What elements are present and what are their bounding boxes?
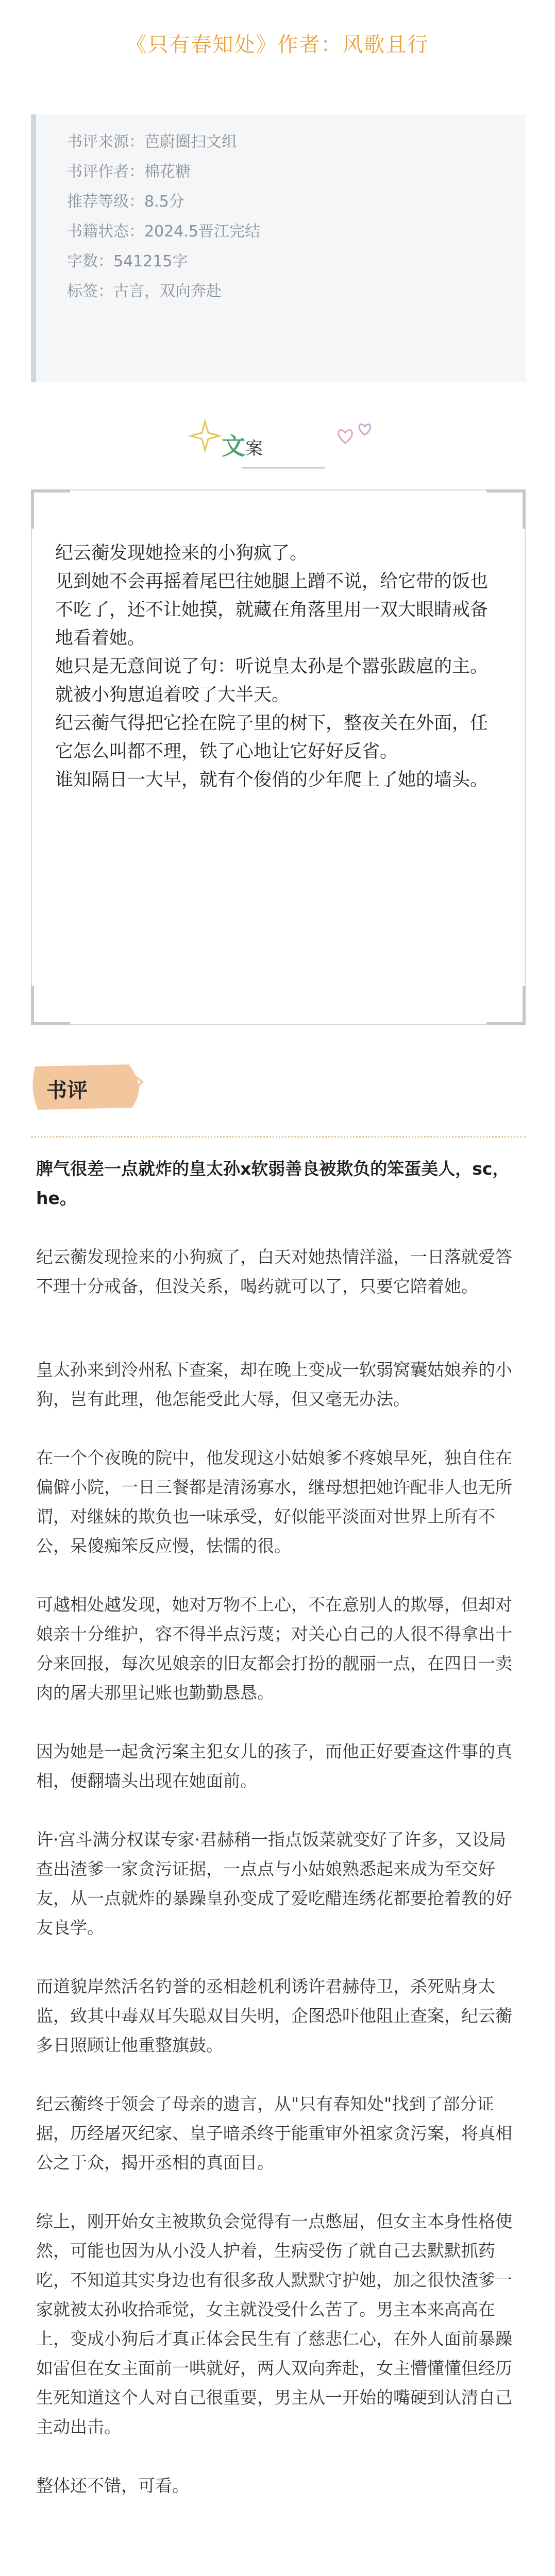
review-paragraph: 纪云蘅终于领会了母亲的遗言，从"只有春知处"找到了部分证据，历经屠灭纪家、皇子暗杀终于能重审外祖家贪污案，将真相公之于众，揭开丞相的真面目。 — [36, 2094, 512, 2173]
review-summary: 脾气很差一点就炸的皇太孙x软弱善良被欺负的笨蛋美人，sc，he。 — [36, 1159, 510, 1208]
review-divider — [31, 1136, 526, 1138]
review-paragraph: 整体还不错，可看。 — [36, 2476, 189, 2496]
corner-bottom-left — [31, 986, 70, 1025]
info-rating: 推荐等级：8.5分 — [67, 193, 184, 211]
synopsis-heading — [222, 428, 263, 462]
review-paragraph: 综上，刚开始女主被欺负会觉得有一点憋屈，但女主本身性格使然，可能也因为从小没人护着，生病受伤了就自己去默默抓药吃，不知道其实身边也有很多敌人默默守护她，加之很快渣爹一家就被太孙收拾乖觉，女主就没受什么苦了。男主本来高高在上，变成小狗后才真正体会民生有了慈悲仁心，在外人面前暴躁如雷但在女主面前一哄就好，两人双向奔赴，女主懵懂懂但经历生死知道这个人对自己很重要，男主从一开始的嘴硬到认清自己主动出击。 — [36, 2211, 512, 2437]
synopsis-text — [55, 539, 503, 794]
review-paragraph: 可越相处越发现，她对万物不上心，不在意别人的欺辱，但却对娘亲十分维护，容不得半点污蔑；对关心自己的人很不得拿出十分来回报，每次见娘亲的旧友都会打扮的靓丽一点，在四日一卖肉的屠夫那里记账也勤勤恳恳。 — [36, 1595, 512, 1703]
review-paragraph: 纪云蘅发现捡来的小狗疯了，白天对她热情洋溢，一日落就爱答不理十分戒备，但没关系，喝药就可以了，只要它陪着她。 — [36, 1247, 512, 1296]
review-paragraph: 皇太孙来到泠州私下查案，却在晚上变成一软弱窝囊姑娘养的小狗，岂有此理，他怎能受此大辱，但又毫无办法。 — [36, 1360, 512, 1409]
review-paragraph: 许·宫斗满分权谋专家·君赫稍一指点饭菜就变好了许多，又设局查出渣爹一家贪污证据，一点点与小姑娘熟悉起来成为至交好友，从一点就炸的暴躁皇孙变成了爱吃醋连绣花都要抢着教的好友良学。 — [36, 1829, 512, 1938]
synopsis-heading-small: 案 — [245, 438, 263, 459]
synopsis-line: 她只是无意间说了句：听说皇太孙是个嚣张跋扈的主。 — [55, 656, 489, 677]
synopsis-line: 见到她不会再摇着尾巴往她腿上蹭不说，给它带的饭也不吃了，还不让她摸，就藏在角落里用一双大眼睛戒备地看着她。 — [55, 571, 489, 649]
synopsis-line: 纪云蘅发现她捡来的小狗疯了。 — [55, 543, 308, 564]
book-title: 《只有春知处》作者：风歌且行 — [126, 33, 429, 57]
book-info-panel — [31, 114, 526, 382]
info-status: 书籍状态：2024.5晋江完结 — [67, 223, 260, 241]
info-tags: 标签：古言，双向奔赴 — [67, 282, 222, 300]
synopsis-line: 谁知隔日一大早，就有个俊俏的少年爬上了她的墙头。 — [55, 770, 489, 790]
review-paragraph: 而道貌岸然活名钓誉的丞相趁机利诱许君赫侍卫，杀死贴身太监，致其中毒双耳失聪双目失明，企图恐吓他阻止查案，纪云蘅多日照顾让他重整旗鼓。 — [36, 1976, 512, 2055]
synopsis-line: 就被小狗崽追着咬了大半天。 — [55, 685, 290, 705]
synopsis-heading-big: 文 — [222, 432, 245, 460]
divider-line — [242, 463, 325, 473]
review-paragraph: 在一个个夜晚的院中，他发现这小姑娘爹不疼娘早死，独自住在偏僻小院，一日三餐都是清汤寡水，继母想把她许配非人也无所谓，对继妹的欺负也一味承受，好似能平淡面对世界上所有不公，呆傻痴笨反应慢，怯懦的很。 — [36, 1448, 512, 1556]
corner-top-left — [31, 489, 70, 529]
corner-bottom-right — [486, 986, 526, 1025]
info-word-count: 字数：541215字 — [67, 252, 188, 270]
synopsis-heading-area — [0, 417, 555, 474]
synopsis-line: 纪云蘅气得把它拴在院子里的树下，整夜关在外面，任它怎么叫都不理，铁了心地让它好好反省。 — [55, 713, 489, 762]
review-paragraph: 因为她是一起贪污案主犯女儿的孩子，而他正好要查这件事的真相，便翻墙头出现在她面前。 — [36, 1741, 512, 1791]
hearts-icon — [335, 418, 381, 454]
corner-top-right — [486, 489, 526, 529]
info-author: 书评作者：棉花糖 — [67, 163, 191, 181]
review-label: 书评 — [46, 1079, 88, 1103]
info-source: 书评来源：芭蔚圈扫文组 — [67, 133, 237, 151]
synopsis-box — [31, 489, 526, 1025]
review-body — [36, 1154, 515, 2530]
